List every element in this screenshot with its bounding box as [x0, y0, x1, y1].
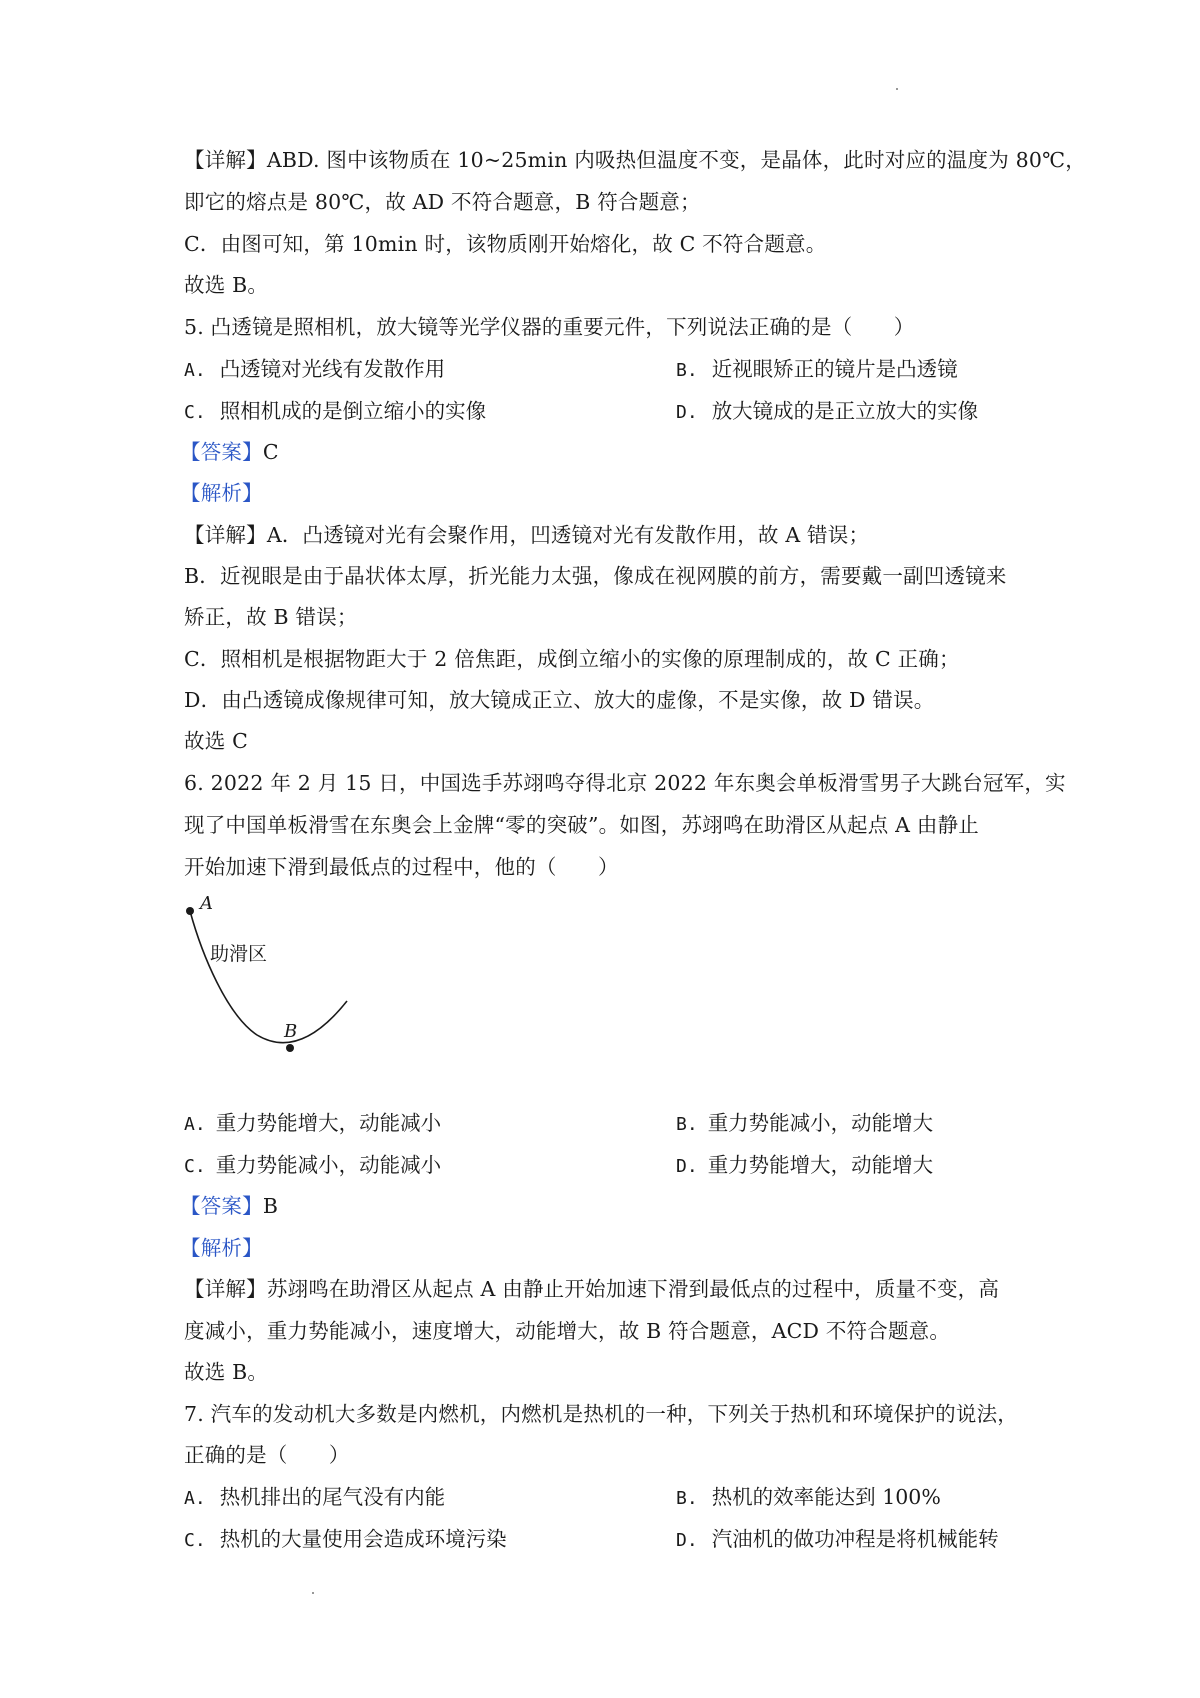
option-label: A. [184, 1488, 206, 1509]
q5-option-a [184, 355, 445, 385]
q5-detail-line: B．近视眼是由于晶状体太厚，折光能力太强，像成在视网膜的前方，需要戴一副凹透镜来 [184, 564, 1007, 588]
question-7-stem: 7. 汽车的发动机大多数是内燃机，内燃机是热机的一种，下列关于热机和环境保护的说法， [184, 1402, 1018, 1426]
option-text: 近视眼矫正的镜片是凸透镜 [711, 357, 958, 381]
option-text: 重力势能减小，动能减小 [215, 1153, 442, 1177]
option-label: D. [676, 1156, 698, 1177]
option-label: A. [184, 360, 206, 381]
q5-option-d [676, 397, 978, 427]
detail-tag: 【详解】 [184, 1277, 267, 1301]
q6-answer-line [180, 1192, 278, 1220]
detail-line [184, 146, 1086, 174]
option-label: B. [676, 1114, 698, 1135]
option-text: 热机的大量使用会造成环境污染 [219, 1527, 507, 1551]
option-text: 汽油机的做功冲程是将机械能转 [711, 1527, 999, 1551]
option-label: C. [184, 1530, 206, 1551]
detail-text: 苏翊鸣在助滑区从起点 A 由静止开始加速下滑到最低点的过程中，质量不变，高 [266, 1277, 1000, 1301]
scan-dot-top [896, 88, 898, 90]
detail-text: ABD. 图中该物质在 10~25min 内吸热但温度不变，是晶体，此时对应的温度为 80℃， [266, 148, 1086, 172]
q5-option-c [184, 397, 486, 427]
detail-line: 即它的熔点是 80℃，故 AD 不符合题意，B 符合题意； [184, 190, 701, 214]
question-7-stem: 正确的是（ ） [184, 1443, 350, 1467]
point-b-label: B [284, 1021, 298, 1042]
zone-label: 助滑区 [210, 943, 268, 965]
option-text: 凸透镜对光线有发散作用 [219, 357, 446, 381]
detail-tag: 【详解】 [184, 523, 267, 547]
q5-option-b [676, 355, 958, 385]
answer-value: C [262, 440, 279, 464]
question-6-stem: 6. 2022 年 2 月 15 日，中国选手苏翊鸣夺得北京 2022 年东奥会单板滑雪男子大跳台冠军，实 [184, 771, 1066, 795]
choice-line: 故选 B。 [184, 273, 269, 297]
q7-option-d [676, 1525, 999, 1555]
option-text: 热机排出的尾气没有内能 [219, 1485, 446, 1509]
option-text: 重力势能增大，动能增大 [707, 1153, 934, 1177]
q5-answer-line [180, 438, 279, 466]
q5-detail-line [184, 521, 869, 549]
option-label: C. [184, 402, 206, 423]
q5-detail-line: D．由凸透镜成像规律可知，放大镜成正立、放大的虚像，不是实像，故 D 错误。 [184, 688, 935, 712]
q6-option-c [184, 1151, 441, 1181]
question-5-stem: 5. 凸透镜是照相机，放大镜等光学仪器的重要元件，下列说法正确的是（ ） [184, 315, 915, 339]
scan-dot-bottom [312, 1592, 314, 1594]
point-a-dot [186, 907, 194, 915]
option-text: 重力势能增大，动能减小 [215, 1111, 442, 1135]
q5-detail-line: C．照相机是根据物距大于 2 倍焦距，成倒立缩小的实像的原理制成的，故 C 正确； [184, 647, 960, 671]
option-label: D. [676, 402, 698, 423]
q5-detail-line: 矫正，故 B 错误； [184, 605, 358, 629]
option-label: B. [676, 1488, 698, 1509]
detail-line: C．由图可知，第 10min 时，该物质刚开始熔化，故 C 不符合题意。 [184, 232, 827, 256]
answer-value: B [262, 1194, 279, 1218]
q6-option-b [676, 1109, 933, 1139]
point-a-label: A [200, 895, 213, 914]
detail-tag: 【详解】 [184, 148, 267, 172]
q5-analysis-tag: 【解析】 [180, 481, 263, 505]
option-text: 重力势能减小，动能增大 [707, 1111, 934, 1135]
q6-option-a [184, 1109, 441, 1139]
option-text: 热机的效率能达到 100% [711, 1485, 941, 1509]
point-b-dot [286, 1044, 294, 1052]
q5-choice: 故选 C [184, 729, 249, 753]
option-label: D. [676, 1530, 698, 1551]
q6-detail-line [184, 1275, 999, 1303]
option-label: C. [184, 1156, 206, 1177]
detail-text: A．凸透镜对光有会聚作用，凹透镜对光有发散作用，故 A 错误； [266, 523, 870, 547]
option-text: 放大镜成的是正立放大的实像 [711, 399, 979, 423]
option-label: B. [676, 360, 698, 381]
answer-tag: 【答案】 [180, 1194, 263, 1218]
answer-tag: 【答案】 [180, 440, 263, 464]
q6-detail-line: 度减小，重力势能减小，速度增大，动能增大，故 B 符合题意，ACD 不符合题意。 [184, 1319, 951, 1343]
option-text: 照相机成的是倒立缩小的实像 [219, 399, 487, 423]
slope-curve [190, 911, 347, 1043]
question-6-stem: 现了中国单板滑雪在东奥会上金牌“零的突破”。如图，苏翊鸣在助滑区从起点 A 由静止 [184, 813, 979, 837]
q6-option-d [676, 1151, 933, 1181]
ski-slope-figure [172, 895, 372, 1065]
q7-option-c [184, 1525, 507, 1555]
option-label: A. [184, 1114, 206, 1135]
q6-choice: 故选 B。 [184, 1360, 269, 1384]
question-6-stem: 开始加速下滑到最低点的过程中，他的（ ） [184, 855, 619, 879]
q6-analysis-tag: 【解析】 [180, 1236, 263, 1260]
q7-option-b [676, 1483, 941, 1513]
q7-option-a [184, 1483, 445, 1513]
